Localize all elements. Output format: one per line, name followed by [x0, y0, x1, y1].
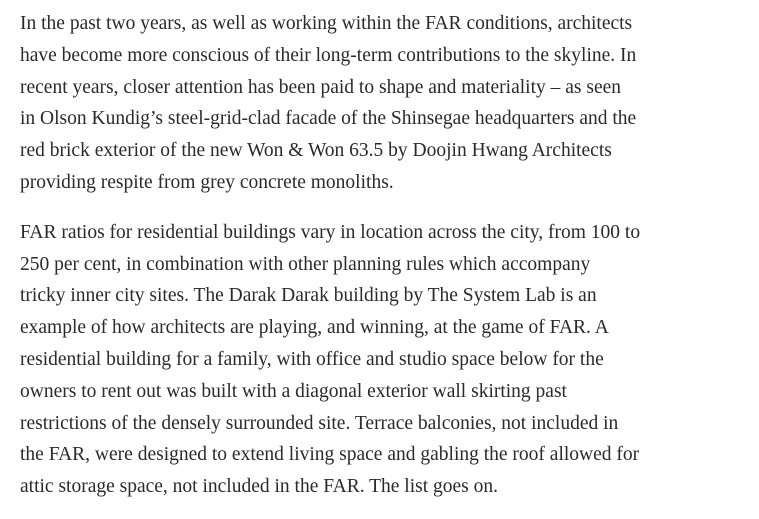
- paragraph-far-conditions: In the past two years, as well as working within the FAR conditions, architects have become more conscious of their long-term contributions to the skyline. In recent years, closer attention has been paid to shape and materiality – as seen in Olson Kundig’s steel-grid-clad facade of the Shinsegae headquarters and the red brick exterior of the new Won & Won 63.5 by Doojin Hwang Architects providing respite from grey concrete monoliths.: [20, 13, 637, 193]
- article-body: [20, 8, 745, 503]
- paragraph-residential-far: FAR ratios for residential buildings vary in location across the city, from 100 to 250 per cent, in combination with other planning rules which accompany tricky inner city sites. The Darak Darak building by The System Lab is an example of how architects are playing, and winning, at the game of FAR. A residential building for a family, with office and studio space below for the owners to rent out was built with a diagonal exterior wall skirting past restrictions of the densely surrounded site. Terrace balconies, not included in the FAR, were designed to extend living space and gabling the roof allowed for attic storage space, not included in the FAR. The list goes on.: [20, 221, 641, 498]
